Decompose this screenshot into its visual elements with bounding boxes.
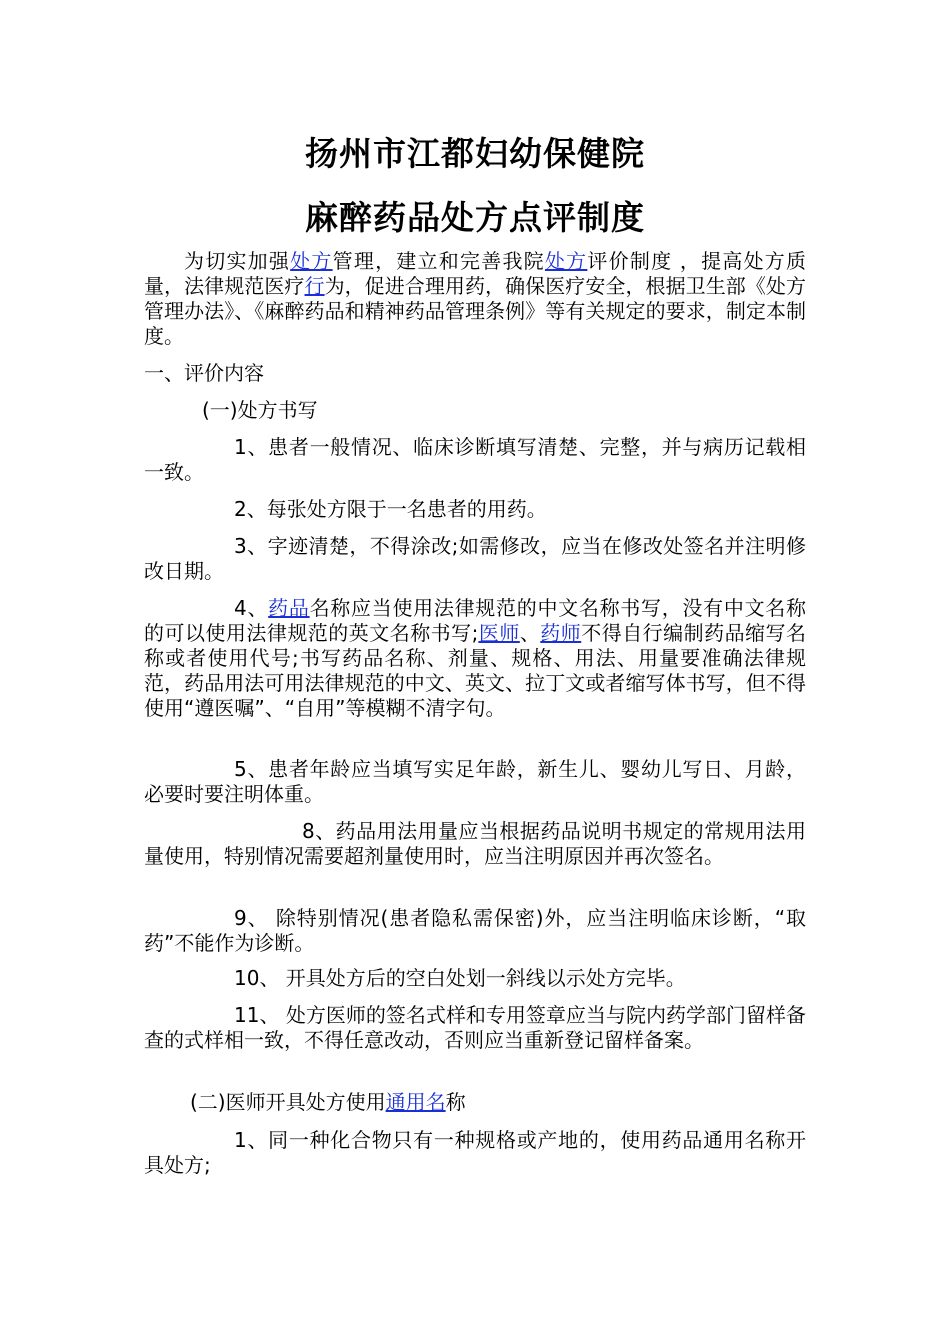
intro-text-4: 为，促进合理用药，确保医疗安全，根据卫生部《处方管理办法》、《麻醉药品和精神药品管理条例》等有关规定的要求，制定本制度。 <box>144 274 806 348</box>
link-prescription-2[interactable]: 处方 <box>544 249 588 273</box>
link-pharmacist[interactable]: 药师 <box>540 621 582 645</box>
section-heading-1: 一、评价内容 <box>144 361 264 385</box>
item-8: 8、药品用法用量应当根据药品说明书规定的常规用法用量使用，特别情况需要超剂量使用时，应当注明原因并再次签名。 <box>144 819 806 868</box>
link-generic-name[interactable]: 通用名 <box>385 1090 446 1114</box>
link-drug[interactable]: 药品 <box>268 596 310 620</box>
item-5: 5、患者年龄应当填写实足年龄，新生儿、婴幼儿写日、月龄，必要时要注明体重。 <box>144 757 806 806</box>
intro-text-1: 为切实加强 <box>184 249 291 273</box>
intro-text-2: 管理，建立和完善我院 <box>332 249 545 273</box>
subsection-heading-1: (一)处方书写 <box>202 398 318 422</box>
item-3: 3、字迹清楚，不得涂改;如需修改，应当在修改处签名并注明修改日期。 <box>144 534 806 583</box>
item-2: 2、每张处方限于一名患者的用药。 <box>234 497 547 521</box>
item-4-text-2: 名称应当使用法律规范的中文名称书写，没有中文名称的可以使用法律规范的英文名称书写; <box>144 596 807 645</box>
subsection-2-text-1: (二)医师开具处方使用 <box>190 1090 386 1114</box>
subsection-2-item-1: 1、同一种化合物只有一种规格或产地的，使用药品通用名称开具处方; <box>144 1128 806 1177</box>
link-conduct[interactable]: 行 <box>304 274 325 298</box>
item-11: 11、 处方医师的签名式样和专用签章应当与院内药学部门留样备查的式样相一致，不得任意改动，否则应当重新登记留样备案。 <box>144 1003 806 1052</box>
intro-paragraph <box>144 249 806 349</box>
subsection-2-text-2: 称 <box>445 1090 466 1114</box>
intro-text-3: 评价制度 ，提高处方质量，法律规范医疗 <box>144 249 807 298</box>
subsection-heading-2 <box>144 1090 806 1115</box>
item-4 <box>144 596 806 721</box>
link-physician[interactable]: 医师 <box>478 621 520 645</box>
item-4-text-3: 、 <box>519 621 541 645</box>
document-title: 麻醉药品处方点评制度 <box>305 198 645 237</box>
link-prescription-1[interactable]: 处方 <box>290 249 333 273</box>
item-4-text-1: 4、 <box>234 596 269 620</box>
item-4-text-4: 不得自行编制药品缩写名称或者使用代号;书写药品名称、剂量、规格、用法、用量要准确法律规范，药品用法可用法律规范的中文、英文、拉丁文或者缩写体书写，但不得使用“遵医嘱”、“自用”等模糊不清字句。 <box>144 621 807 720</box>
hospital-title: 扬州市江都妇幼保健院 <box>305 134 645 173</box>
item-10: 10、 开具处方后的空白处划一斜线以示处方完毕。 <box>234 966 686 990</box>
item-1: 1、患者一般情况、临床诊断填写清楚、完整，并与病历记载相一致。 <box>144 435 806 484</box>
item-9: 9、 除特别情况(患者隐私需保密)外，应当注明临床诊断，“取药”不能作为诊断。 <box>144 906 806 955</box>
